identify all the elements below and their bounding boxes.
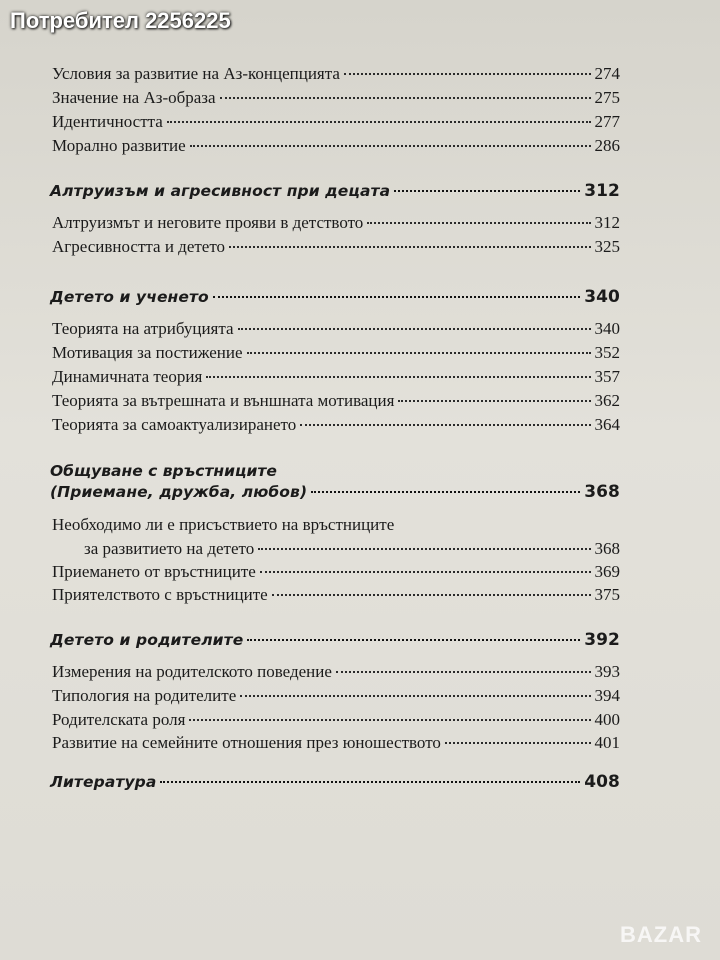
toc-section [50, 630, 620, 650]
toc-page-number: 368 [594, 539, 620, 558]
toc-entry-title: Агресивността и детето [52, 237, 226, 256]
toc-page-number: 408 [584, 772, 620, 792]
toc-section [50, 772, 620, 792]
toc-page-number: 274 [594, 64, 620, 83]
toc-entry [52, 662, 620, 682]
leader-dots [272, 594, 591, 596]
username-watermark: Потребител 2256225 [10, 8, 231, 33]
toc-entry [52, 391, 620, 411]
toc-entry [52, 415, 620, 435]
toc-entry [52, 237, 620, 257]
toc-section-title: Детето и ученето [50, 288, 209, 306]
toc-section [50, 287, 620, 307]
toc-page-number: 312 [594, 213, 620, 232]
toc-page-number: 364 [594, 415, 620, 434]
toc-entry [52, 136, 620, 156]
toc-entry-title: Мотивация за постижение [52, 343, 243, 362]
toc-page-number: 392 [584, 630, 620, 650]
toc-section [50, 181, 620, 201]
toc-page-number: 340 [584, 287, 620, 307]
toc-entry [52, 585, 620, 605]
toc-section-title: (Приемане, дружба, любов) [50, 483, 308, 501]
leader-dots [238, 328, 591, 330]
toc-entry [52, 319, 620, 339]
toc-page-number: 368 [584, 482, 620, 502]
leader-dots [311, 491, 580, 493]
toc-entry-title-line: Необходимо ли е присъствието на връстниците [52, 515, 395, 534]
toc-entry-title: Теорията за самоактуализирането [52, 415, 297, 434]
toc-entry-title: Идентичността [52, 112, 163, 131]
toc-section-title: Алтруизъм и агресивност при децата [50, 182, 391, 200]
leader-dots [344, 73, 591, 75]
toc-entry [84, 539, 620, 559]
leader-dots [336, 671, 591, 673]
toc-page-number: 400 [594, 710, 620, 729]
toc-entry [52, 112, 620, 132]
leader-dots [398, 400, 590, 402]
leader-dots [213, 296, 580, 298]
toc-page-number: 401 [594, 733, 620, 752]
bazar-logo: BAZAR [620, 922, 702, 947]
leader-dots [300, 424, 590, 426]
leader-dots [206, 376, 590, 378]
toc-page-number: 312 [584, 181, 620, 201]
toc-entry-title: Теорията за вътрешната и външната мотивация [52, 391, 395, 410]
leader-dots [260, 571, 591, 573]
toc-entry-title: Родителската роля [52, 710, 186, 729]
toc-section-title: Литература [50, 773, 157, 791]
toc-page-number: 352 [594, 343, 620, 362]
toc-page-number: 393 [594, 662, 620, 681]
toc-entry [52, 64, 620, 84]
toc-page-number: 325 [594, 237, 620, 256]
leader-dots [189, 719, 590, 721]
leader-dots [160, 781, 580, 783]
leader-dots [240, 695, 590, 697]
toc-page-number: 286 [594, 136, 620, 155]
toc-entry-title: за развитието на детето [84, 539, 255, 558]
toc-entry [52, 710, 620, 730]
leader-dots [247, 352, 591, 354]
toc-entry-title: Теорията на атрибуцията [52, 319, 234, 338]
toc-entry-title: Приемането от връстниците [52, 562, 256, 581]
leader-dots [394, 190, 580, 192]
leader-dots [220, 97, 591, 99]
toc-entry [52, 686, 620, 706]
toc-section-title-line: Общуване с връстниците [50, 462, 277, 480]
leader-dots [167, 121, 591, 123]
toc-entry [52, 367, 620, 387]
toc-section [50, 482, 620, 502]
leader-dots [229, 246, 590, 248]
toc-page-number: 275 [594, 88, 620, 107]
toc-entry-title: Условия за развитие на Аз-концепцията [52, 64, 340, 83]
toc-page-number: 362 [594, 391, 620, 410]
toc-entry-title: Значение на Аз-образа [52, 88, 216, 107]
toc-entry-title: Развитие на семейните отношения през юношеството [52, 733, 441, 752]
toc-page-number: 357 [594, 367, 620, 386]
leader-dots [190, 145, 591, 147]
toc-entry [52, 562, 620, 582]
toc-entry-title: Алтруизмът и неговите прояви в детството [52, 213, 364, 232]
toc-entry-title: Измерения на родителското поведение [52, 662, 332, 681]
toc-page-number: 394 [594, 686, 620, 705]
toc-entry-title: Морално развитие [52, 136, 186, 155]
toc-entry-title: Приятелството с връстниците [52, 585, 268, 604]
leader-dots [367, 222, 590, 224]
toc-entry [52, 343, 620, 363]
toc-section-title: Детето и родителите [50, 631, 244, 649]
leader-dots [247, 639, 580, 641]
toc-page-number: 375 [594, 585, 620, 604]
leader-dots [445, 742, 591, 744]
toc-entry [52, 88, 620, 108]
toc-page-number: 340 [594, 319, 620, 338]
toc-entry-title: Типология на родителите [52, 686, 237, 705]
toc-page-number: 369 [594, 562, 620, 581]
toc-entry [52, 213, 620, 233]
leader-dots [258, 548, 590, 550]
toc-entry-title: Динамичната теория [52, 367, 203, 386]
toc-entry [52, 733, 620, 753]
toc-page-number: 277 [594, 112, 620, 131]
